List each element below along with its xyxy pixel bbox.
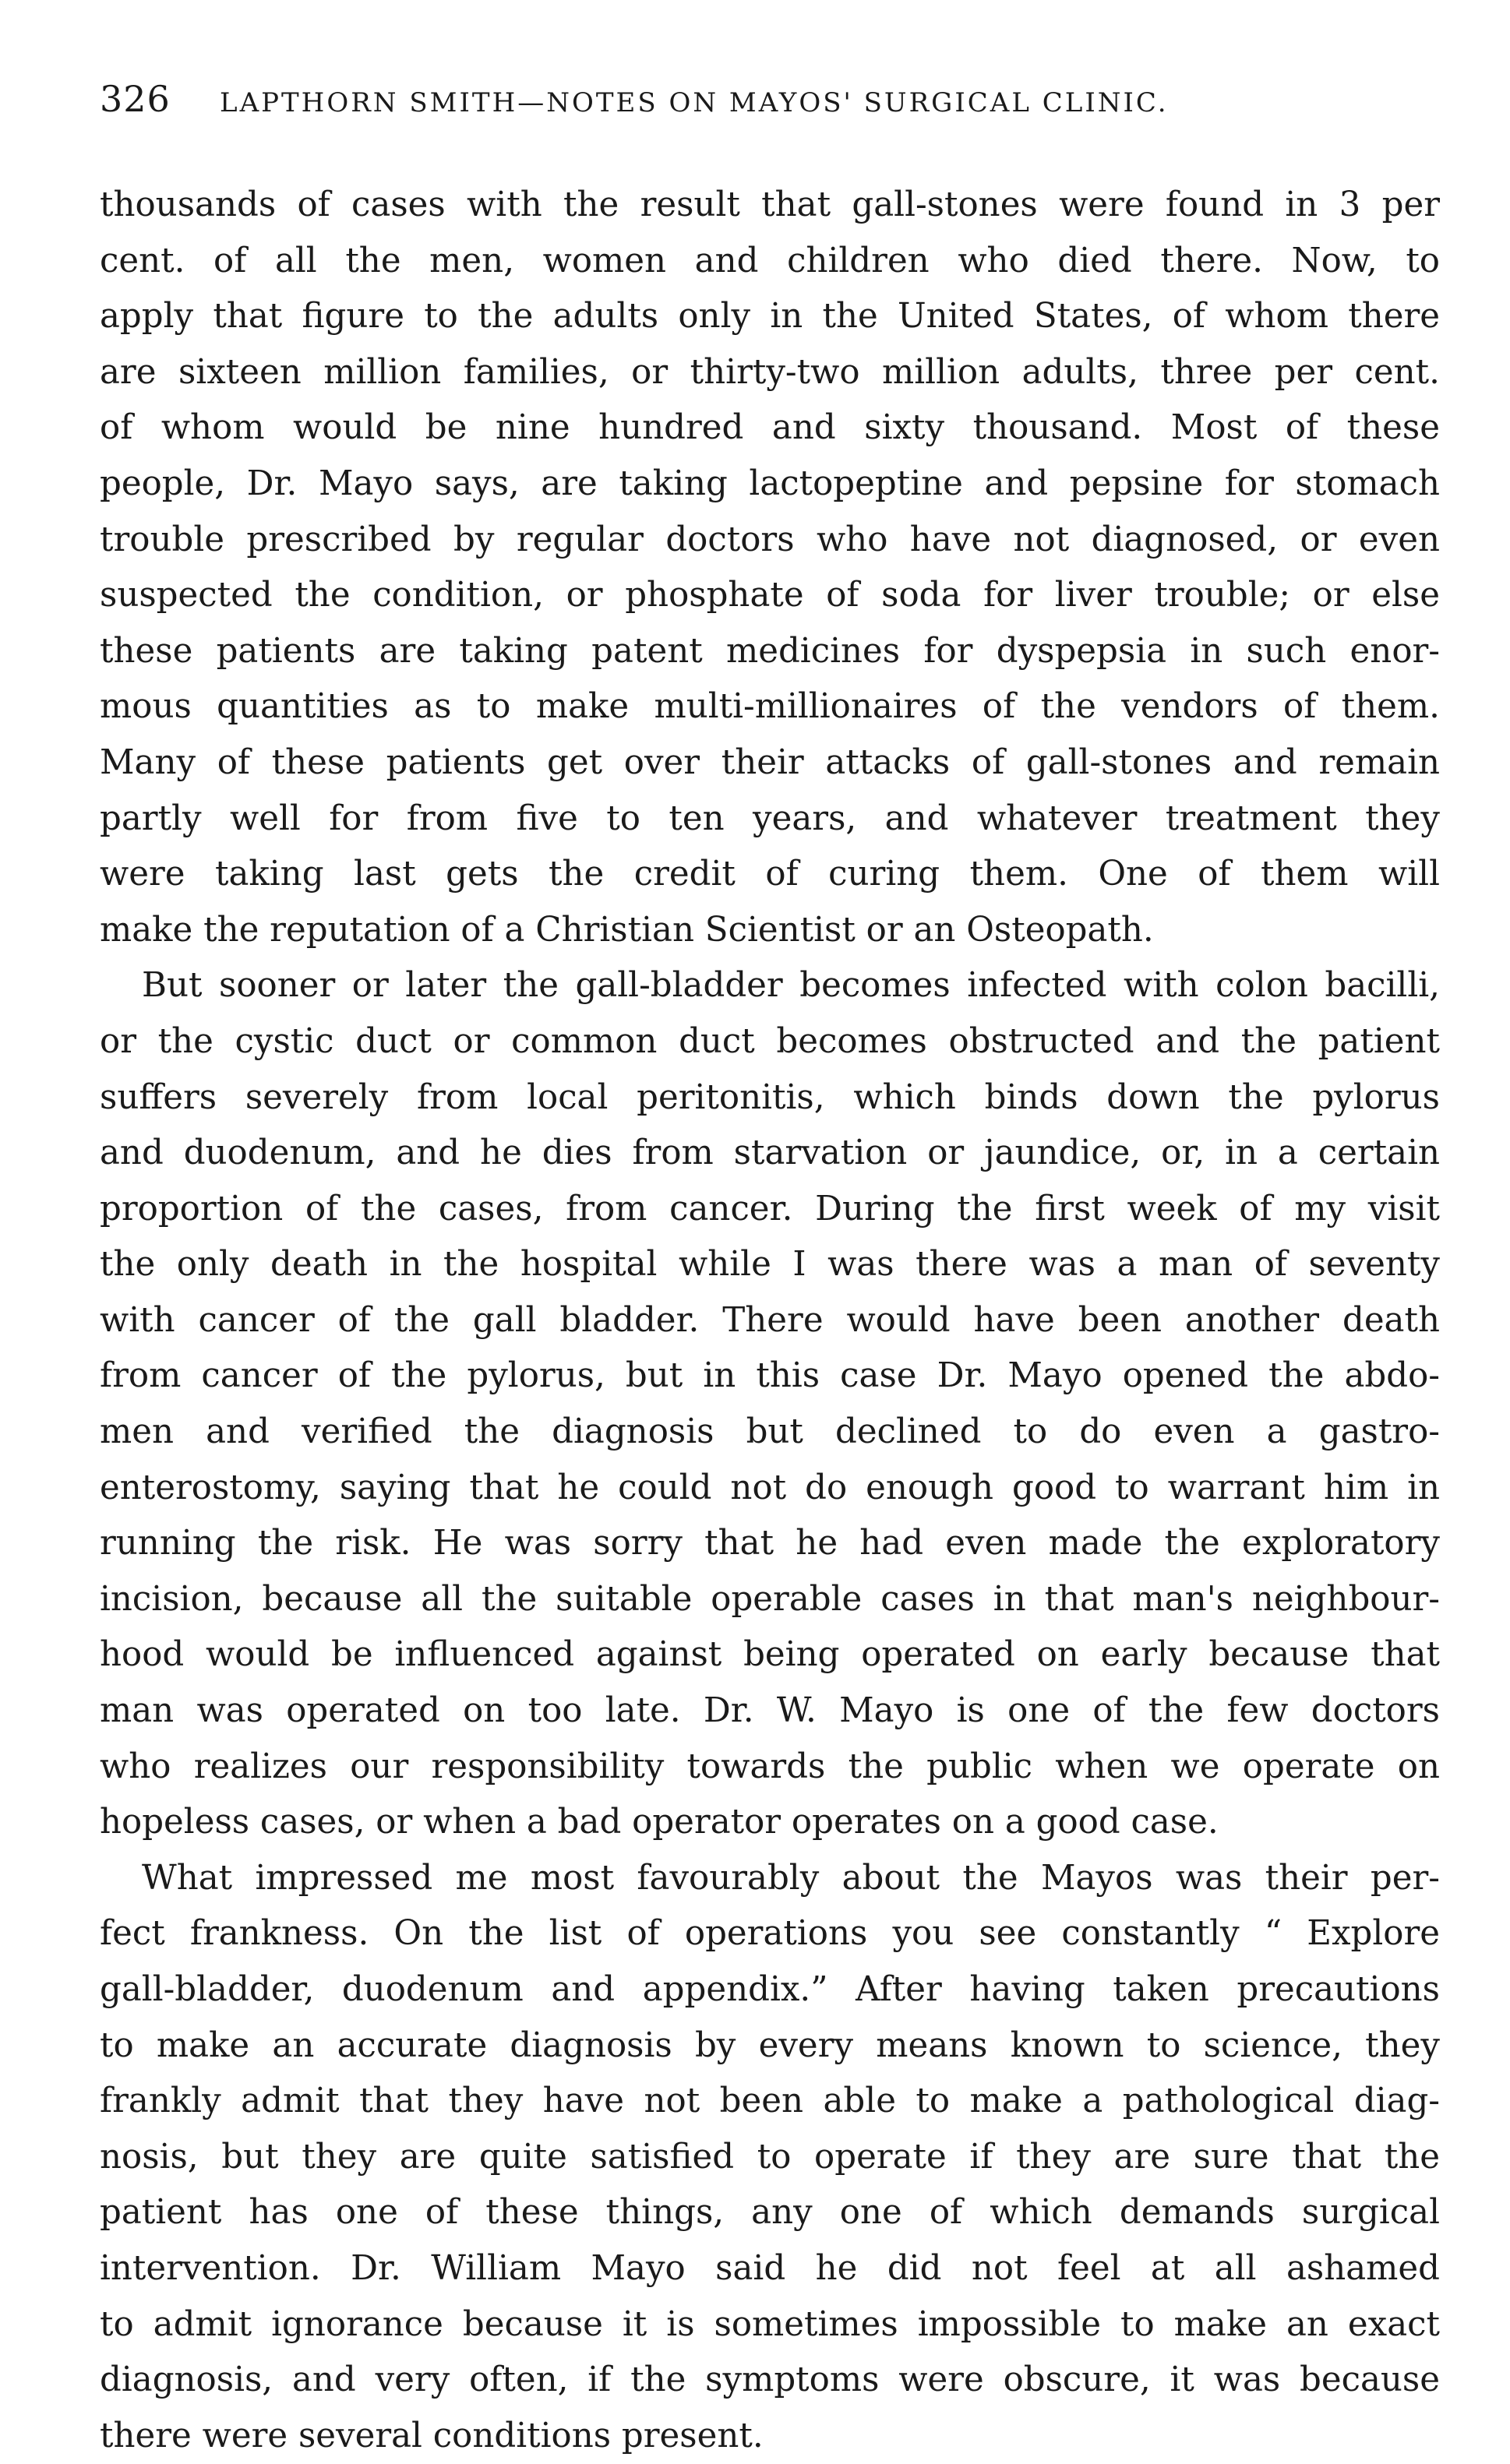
text-line: incision, because all the suitable operable cases in that man's neighbour-	[100, 1579, 1440, 1619]
text-line: patient has one of these things, any one of which demands surgical	[100, 2193, 1440, 2233]
text-line: Many of these patients get over their attacks of gall-stones and remain	[100, 742, 1440, 782]
book-page	[100, 78, 1440, 2464]
text-line: the only death in the hospital while I was there was a man of seventy	[100, 1245, 1440, 1285]
text-line: there were several conditions present.	[100, 2416, 764, 2455]
text-line: But sooner or later the gall-bladder becomes infected with colon bacilli,	[142, 966, 1440, 1006]
text-line: and duodenum, and he dies from starvation or jaundice, or, in a certain	[100, 1133, 1440, 1173]
text-line: cent. of all the men, women and children who died there. Now, to	[100, 241, 1440, 280]
text-line: these patients are taking patent medicines for dyspepsia in such enor-	[100, 631, 1440, 671]
text-line: suspected the condition, or phosphate of soda for liver trouble; or else	[100, 576, 1440, 615]
text-line: are sixteen million families, or thirty-two million adults, three per cent.	[100, 352, 1440, 392]
text-line: hopeless cases, or when a bad operator operates on a good case.	[100, 1803, 1219, 1842]
page-number: 326	[100, 78, 171, 120]
text-line: to make an accurate diagnosis by every means known to science, they	[100, 2025, 1440, 2065]
text-line: partly well for from five to ten years, and whatever treatment they	[100, 798, 1440, 838]
text-line: with cancer of the gall bladder. There would have been another death	[100, 1300, 1440, 1340]
running-title: LAPTHORN SMITH—NOTES ON MAYOS' SURGICAL CLINIC.	[220, 87, 1169, 118]
text-line: from cancer of the pylorus, but in this case Dr. Mayo opened the abdo-	[100, 1356, 1440, 1396]
text-line: apply that figure to the adults only in the United States, of whom there	[100, 297, 1440, 337]
text-line: suffers severely from local peritonitis, which binds down the pylorus	[100, 1077, 1440, 1117]
text-line: who realizes our responsibility towards the public when we operate on	[100, 1747, 1440, 1786]
text-line: gall-bladder, duodenum and appendix.” After having taken precautions	[100, 1970, 1440, 2009]
text-line: or the cystic duct or common duct becomes obstructed and the patient	[100, 1021, 1440, 1061]
text-line: thousands of cases with the result that gall-stones were found in 3 per	[100, 185, 1440, 224]
text-line: hood would be influenced against being operated on early because that	[100, 1635, 1440, 1675]
text-line: fect frankness. On the list of operations you see constantly “ Explore	[100, 1914, 1440, 1954]
running-header	[100, 78, 1440, 132]
text-line: men and verified the diagnosis but declined to do even a gastro-	[100, 1412, 1440, 1452]
text-line: intervention. Dr. William Mayo said he did not feel at all ashamed	[100, 2248, 1440, 2288]
text-line: mous quantities as to make multi-millionaires of the vendors of them.	[100, 687, 1440, 727]
text-line: nosis, but they are quite satisfied to operate if they are sure that the	[100, 2137, 1440, 2177]
text-line: proportion of the cases, from cancer. During the first week of my visit	[100, 1189, 1440, 1228]
paragraph-2	[100, 958, 1440, 1851]
body-text	[100, 178, 1440, 2464]
text-line: diagnosis, and very often, if the symptoms were obscure, it was because	[100, 2360, 1440, 2400]
text-line: enterostomy, saying that he could not do enough good to warrant him in	[100, 1468, 1440, 1507]
text-line: frankly admit that they have not been able to make a pathological diag-	[100, 2082, 1440, 2121]
text-line: people, Dr. Mayo says, are taking lactopeptine and pepsine for stomach	[100, 464, 1440, 503]
text-line: What impressed me most favourably about the Mayos was their per-	[142, 1858, 1440, 1898]
text-line: were taking last gets the credit of curing them. One of them will	[100, 855, 1440, 894]
paragraph-1	[100, 178, 1440, 958]
text-line: make the reputation of a Christian Scientist or an Osteopath.	[100, 910, 1154, 950]
text-line: of whom would be nine hundred and sixty thousand. Most of these	[100, 408, 1440, 448]
text-line: man was operated on too late. Dr. W. Mayo is one of the few doctors	[100, 1691, 1440, 1731]
text-line: running the risk. He was sorry that he had even made the exploratory	[100, 1524, 1440, 1563]
text-line: trouble prescribed by regular doctors who have not diagnosed, or even	[100, 520, 1440, 559]
paragraph-3	[100, 1851, 1440, 2464]
text-line: to admit ignorance because it is sometimes impossible to make an exact	[100, 2304, 1440, 2344]
